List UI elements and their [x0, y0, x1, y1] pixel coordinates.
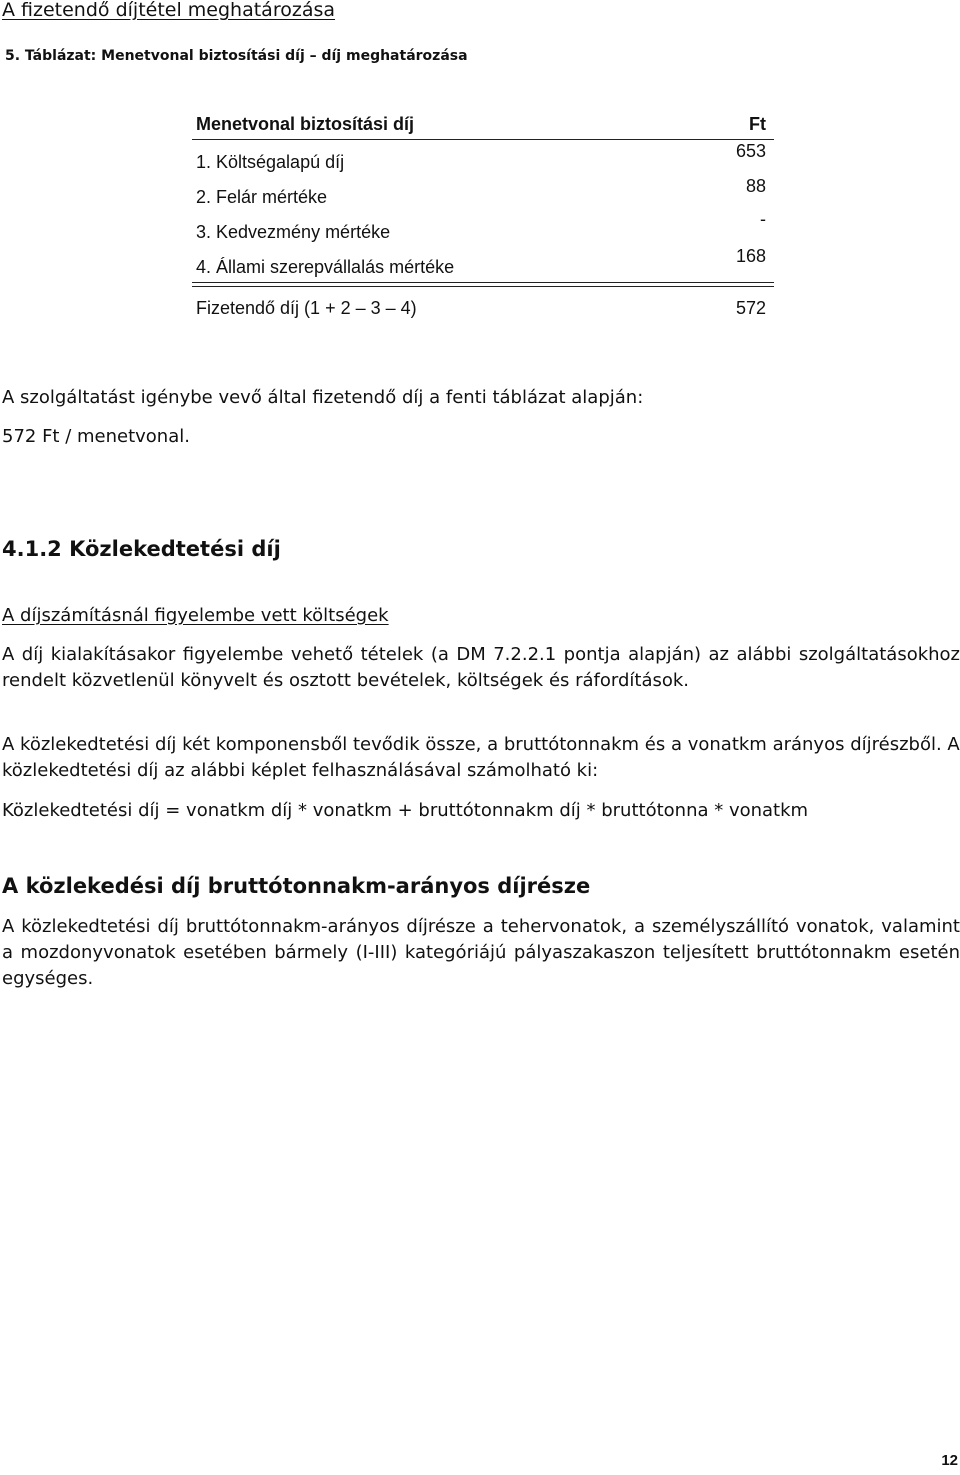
subsection-heading: 4.1.2 Közlekedtetési díj	[2, 537, 281, 561]
table-total-rule-top	[192, 282, 774, 283]
table-row-label: 3. Kedvezmény mértéke	[196, 222, 391, 242]
formula: Közlekedtetési díj = vonatkm díj * vonatkm + bruttótonnakm díj * bruttótonna * vonatkm	[2, 800, 809, 821]
summary-amount: 572 Ft / menetvonal.	[2, 426, 190, 447]
table-row-value: 88	[745, 176, 766, 196]
table-row-label: 4. Állami szerepvállalás mértéke	[196, 257, 455, 277]
table-row-value: 653	[735, 141, 766, 161]
table-header-label: Menetvonal biztosítási díj	[196, 114, 415, 134]
table-row-value: -	[760, 209, 766, 229]
table-total-rule-bottom	[192, 286, 774, 287]
gtkm-paragraph: A közlekedtetési díj bruttótonnakm-arányos díjrésze a tehervonatok, a személyszállító vonatok, valamint a mozdonyvonatok esetében bármely (I-III) kategóriájú pályaszakaszon teljesített bruttótonnakm esetén egységes.	[2, 916, 960, 989]
summary-line: A szolgáltatást igénybe vevő által fizetendő díj a fenti táblázat alapján:	[2, 387, 644, 408]
components-paragraph: A közlekedtetési díj két komponensből tevődik össze, a bruttótonnakm és a vonatkm arányos díjrészből. A közlekedtetési díj az alábbi képlet felhasználásával számolható ki:	[2, 734, 960, 781]
table-total-label: Fizetendő díj (1 + 2 – 3 – 4)	[196, 298, 417, 318]
table-row-label: 2. Felár mértéke	[196, 187, 328, 207]
section-heading: A fizetendő díjtétel meghatározása	[2, 0, 336, 21]
table-header-rule	[192, 139, 774, 140]
table-total-value: 572	[735, 298, 766, 318]
table-row-value: 168	[735, 246, 766, 266]
table-header-unit: Ft	[749, 114, 766, 134]
costs-heading: A díjszámításnál figyelembe vett költségek	[2, 605, 389, 626]
gtkm-heading: A közlekedési díj bruttótonnakm-arányos díjrésze	[2, 874, 591, 898]
table-row-label: 1. Költségalapú díj	[196, 152, 345, 172]
table-caption: 5. Táblázat: Menetvonal biztosítási díj – díj meghatározása	[5, 48, 468, 64]
page-number: 12	[941, 1452, 958, 1469]
costs-paragraph: A díj kialakításakor figyelembe vehető tételek (a DM 7.2.2.1 pontja alapján) az alábbi szolgáltatásokhoz rendelt közvetlenül könyvelt és osztott bevételek, költségek és ráfordítások.	[2, 644, 960, 691]
